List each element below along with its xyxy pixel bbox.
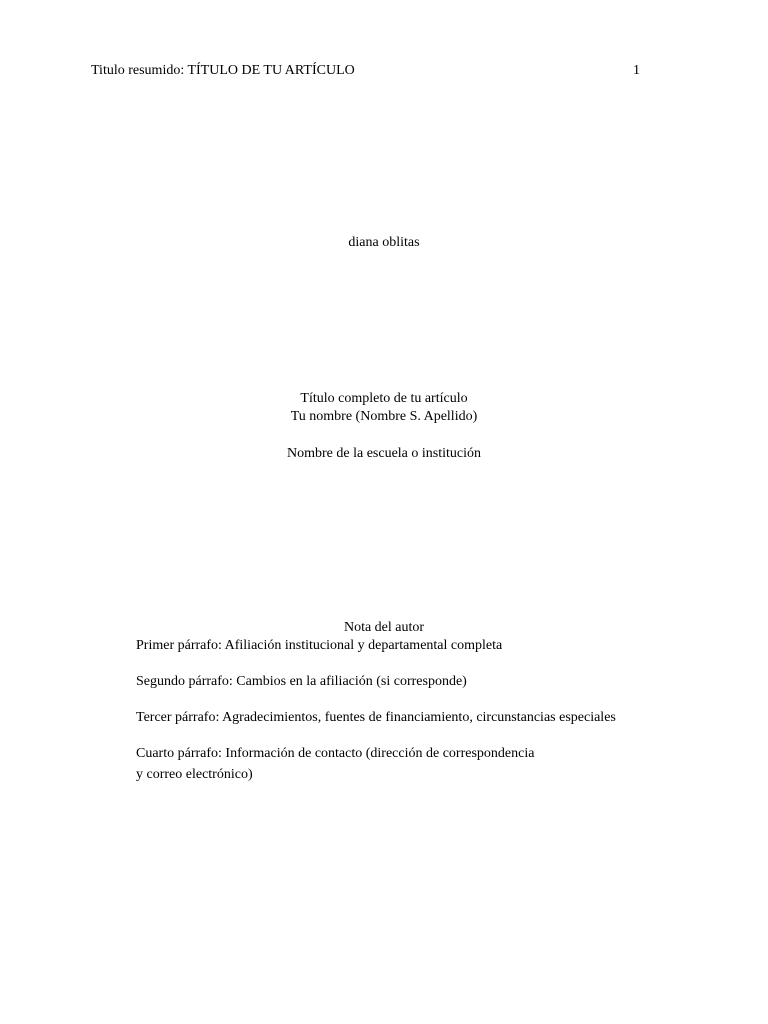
full-title: Título completo de tu artículo xyxy=(300,391,468,406)
author-note-paragraph: Tercer párrafo: Agradecimientos, fuentes de financiamiento, circunstancias especiales xyxy=(136,710,616,725)
institution-name: Nombre de la escuela o institución xyxy=(287,446,481,461)
author-note-paragraph: Segundo párrafo: Cambios en la afiliación (si corresponde) xyxy=(136,674,467,689)
author-display-name: diana oblitas xyxy=(348,235,420,250)
author-note-heading: Nota del autor xyxy=(343,620,425,635)
author-note-paragraph: Cuarto párrafo: Información de contacto (dirección de correspondencia xyxy=(136,746,535,761)
running-head: Titulo resumido: TÍTULO DE TU ARTÍCULO xyxy=(91,63,355,78)
page-number: 1 xyxy=(633,63,640,78)
author-note-paragraph-continuation: y correo electrónico) xyxy=(136,767,253,782)
author-line: Tu nombre (Nombre S. Apellido) xyxy=(290,409,478,424)
author-note-paragraph: Primer párrafo: Afiliación institucional y departamental completa xyxy=(136,638,503,653)
